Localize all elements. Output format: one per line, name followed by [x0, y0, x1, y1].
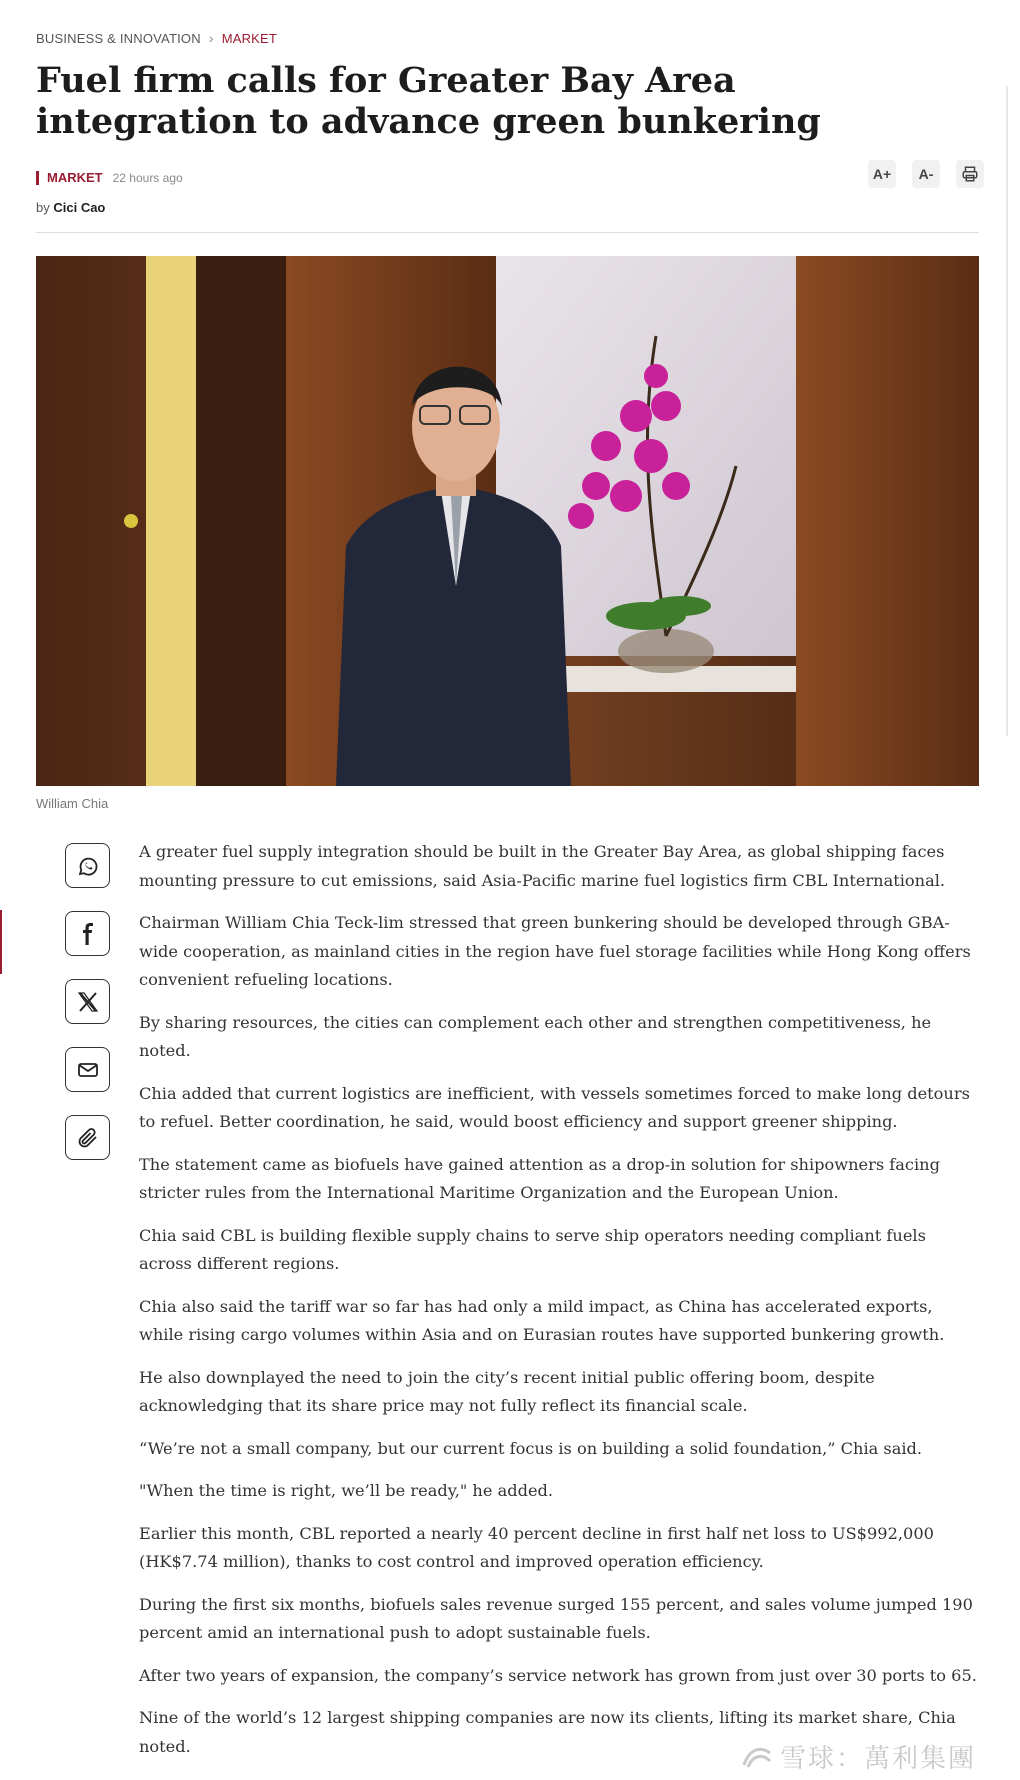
publish-time: 22 hours ago — [112, 170, 183, 185]
email-share-button[interactable] — [65, 1047, 110, 1092]
article-paragraph: Chia also said the tariff war so far has had only a mild impact, as China has accelerated exports, while rising cargo volumes within Asia and on Eurasian routes have supported bunkering growth. — [139, 1296, 945, 1344]
article-paragraph: The statement came as biofuels have gained attention as a drop-in solution for shipowners facing stricter rules from the International Maritime Organization and the European Union. — [139, 1154, 940, 1202]
breadcrumb — [36, 30, 277, 46]
breadcrumb-section-link[interactable]: BUSINESS & INNOVATION — [36, 30, 201, 46]
envelope-icon — [76, 1058, 100, 1082]
article-tools — [868, 160, 984, 188]
print-button[interactable] — [956, 160, 984, 188]
increase-font-button[interactable] — [868, 160, 896, 188]
decrease-font-icon: A- — [918, 166, 934, 182]
right-rail — [1006, 86, 1008, 736]
article-paragraph: By sharing resources, the cities can complement each other and strengthen competitiveness, he noted. — [139, 1012, 932, 1060]
snowball-logo-icon — [740, 1743, 774, 1771]
article-body — [139, 838, 979, 1775]
article-paragraph: During the first six months, biofuels sales revenue surged 155 percent, and sales volume jumped 190 percent amid an international push to adopt sustainable fuels. — [139, 1594, 973, 1642]
whatsapp-icon — [76, 854, 100, 878]
article-paragraph: After two years of expansion, the company’s service network has grown from just over 30 ports to 65. — [139, 1665, 977, 1685]
facebook-share-button[interactable] — [65, 911, 110, 956]
article-paragraph: A greater fuel supply integration should be built in the Greater Bay Area, as global shipping faces mounting pressure to cut emissions, said Asia-Pacific marine fuel logistics firm CBL International. — [139, 842, 946, 890]
left-edge-marker — [0, 910, 2, 974]
article-paragraph: Chairman William Chia Teck-lim stressed that green bunkering should be developed through GBA-wide cooperation, as mainland cities in the region have fuel storage facilities while Hong Kong offers convenient refueling locations. — [139, 913, 971, 989]
x-icon — [76, 990, 100, 1014]
photo-illustration — [36, 256, 979, 786]
increase-font-icon: A+ — [872, 166, 892, 182]
x-share-button[interactable] — [65, 979, 110, 1024]
whatsapp-share-button[interactable] — [65, 843, 110, 888]
watermark — [740, 1738, 976, 1775]
photo-caption: William Chia — [36, 796, 109, 811]
article-paragraph: He also downplayed the need to join the city’s recent initial public offering boom, despite acknowledging that its share price may not fully reflect its financial scale. — [139, 1367, 875, 1415]
byline-prefix: by — [36, 200, 50, 215]
article-paragraph: Nine of the world’s 12 largest shipping companies are now its clients, lifting its market share, Chia noted. — [139, 1708, 956, 1756]
article-photo — [36, 256, 979, 786]
paperclip-icon — [76, 1126, 100, 1150]
article-paragraph: “We’re not a small company, but our current focus is on building a solid foundation,” Chia said. — [139, 1438, 923, 1458]
article-paragraph: Chia added that current logistics are inefficient, with vessels sometimes forced to make long detours to refuel. Better coordination, he said, would boost efficiency and support greener shipping. — [139, 1083, 970, 1131]
share-rail — [65, 843, 110, 1160]
divider — [36, 232, 979, 233]
byline — [36, 200, 105, 215]
author-link[interactable]: Cici Cao — [53, 200, 106, 215]
printer-icon — [961, 165, 979, 183]
watermark-text: 雪球：萬利集團 — [780, 1744, 977, 1774]
breadcrumb-current-link[interactable]: MARKET — [221, 30, 278, 46]
category-link[interactable]: MARKET — [47, 170, 103, 185]
article-meta — [36, 170, 183, 185]
article-paragraph: Earlier this month, CBL reported a nearly 40 percent decline in first half net loss to US$992,000 (HK$7.74 million), thanks to cost control and improved operation efficiency. — [139, 1523, 934, 1571]
decrease-font-button[interactable] — [912, 160, 940, 188]
facebook-icon — [76, 922, 100, 946]
article-paragraph: Chia said CBL is building flexible supply chains to serve ship operators needing compliant fuels across different regions. — [139, 1225, 926, 1273]
chevron-right-icon: › — [208, 30, 214, 46]
copy-link-button[interactable] — [65, 1115, 110, 1160]
page-title: Fuel firm calls for Greater Bay Area integration to advance green bunkering — [36, 60, 821, 142]
category-marker — [36, 171, 39, 185]
article-paragraph: "When the time is right, we’ll be ready," he added. — [139, 1481, 554, 1500]
